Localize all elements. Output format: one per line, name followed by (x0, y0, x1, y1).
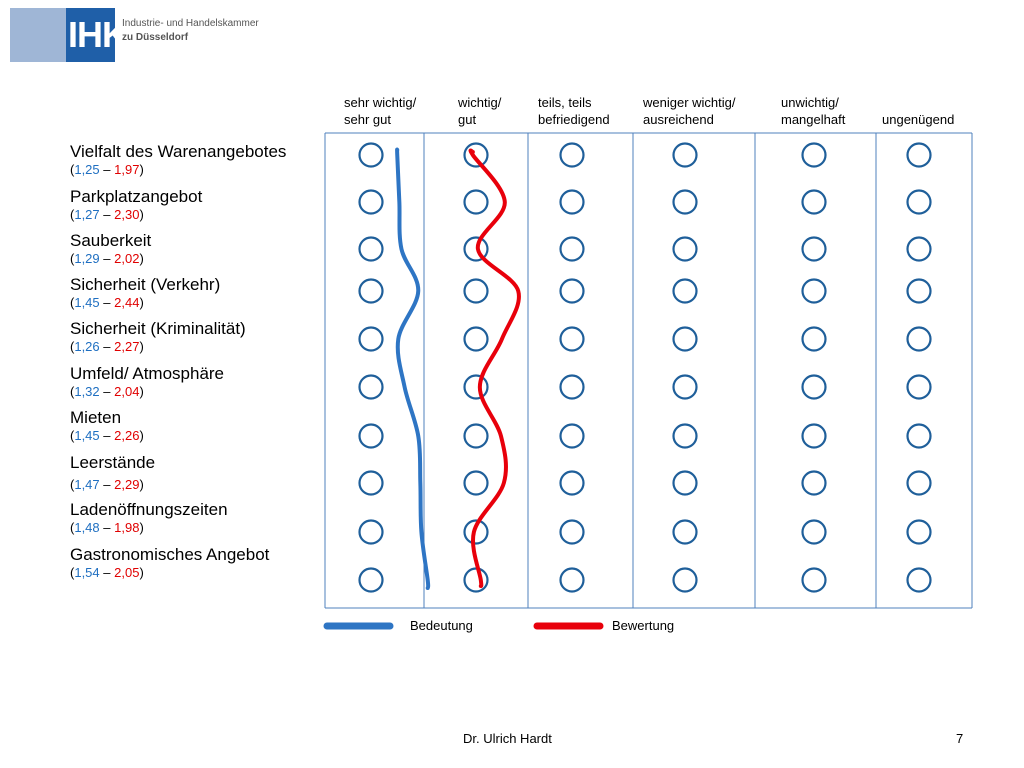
rating-circle (908, 569, 931, 592)
rating-circle (803, 472, 826, 495)
rating-circle (360, 569, 383, 592)
rating-circle (360, 191, 383, 214)
rating-circle (908, 191, 931, 214)
rating-circle (360, 472, 383, 495)
column-header-5: unwichtig/ mangelhaft (781, 95, 846, 127)
rating-circle (465, 376, 488, 399)
criterion-range: (1,45 – 2,44) (70, 295, 144, 310)
rating-circle (674, 280, 697, 303)
range-bedeutung: 1,45 (74, 428, 100, 443)
criterion-name: Mieten (70, 408, 122, 427)
rating-circle (674, 521, 697, 544)
rating-circle (908, 238, 931, 261)
rating-circle (674, 144, 697, 167)
rating-circle (561, 569, 584, 592)
rating-circle (561, 425, 584, 448)
rating-circle (674, 425, 697, 448)
range-bewertung: 2,02 (114, 251, 140, 266)
rating-circle (465, 328, 488, 351)
rating-circle (561, 521, 584, 544)
rating-circle (803, 328, 826, 351)
criterion-range: (1,25 – 1,97) (70, 162, 144, 177)
range-bewertung: 2,30 (114, 207, 140, 222)
rating-circle (803, 280, 826, 303)
rating-circle (561, 144, 584, 167)
range-bewertung: 2,04 (114, 384, 140, 399)
criterion-name: Sicherheit (Kriminalität) (70, 319, 246, 338)
rating-circle (360, 376, 383, 399)
range-bewertung: 1,98 (114, 520, 140, 535)
range-bedeutung: 1,48 (74, 520, 100, 535)
footer-author: Dr. Ulrich Hardt (463, 731, 552, 746)
rating-circle (561, 280, 584, 303)
column-header-1: sehr wichtig/ sehr gut (344, 95, 417, 127)
rating-circle (465, 144, 488, 167)
criterion-range: (1,47 – 2,29) (70, 477, 144, 492)
rating-circle (908, 280, 931, 303)
criterion-name: Gastronomisches Angebot (70, 545, 270, 564)
rating-circle (803, 425, 826, 448)
rating-circle (360, 280, 383, 303)
rating-circle (561, 376, 584, 399)
logo-org-line1: Industrie- und Handelskammer (122, 18, 259, 29)
rating-circle (465, 191, 488, 214)
criterion-name: Sicherheit (Verkehr) (70, 275, 221, 294)
criterion-range: (1,26 – 2,27) (70, 339, 144, 354)
rating-circle (465, 280, 488, 303)
legend-label-bewertung: Bewertung (612, 618, 675, 633)
rating-circle (465, 569, 488, 592)
rating-circle (674, 472, 697, 495)
range-bedeutung: 1,26 (74, 339, 100, 354)
rating-circle (561, 191, 584, 214)
range-bedeutung: 1,47 (74, 477, 100, 492)
criterion-name: Ladenöffnungszeiten (70, 500, 228, 519)
series-line-bewertung (470, 150, 518, 586)
rating-circle (803, 238, 826, 261)
criterion-range: (1,48 – 1,98) (70, 520, 144, 535)
rating-circle (561, 238, 584, 261)
rating-circle (908, 472, 931, 495)
rating-circle (360, 144, 383, 167)
rating-circle (908, 144, 931, 167)
rating-circle (360, 328, 383, 351)
rating-circle (674, 569, 697, 592)
criterion-name: Parkplatzangebot (70, 187, 203, 206)
rating-circle (803, 521, 826, 544)
rating-circle (908, 328, 931, 351)
range-bewertung: 2,29 (114, 477, 140, 492)
page-number: 7 (956, 731, 964, 746)
range-bedeutung: 1,54 (74, 565, 100, 580)
rating-circle (674, 238, 697, 261)
column-header-3: teils, teils befriedigend (538, 95, 610, 127)
range-bewertung: 2,05 (114, 565, 140, 580)
criterion-name: Umfeld/ Atmosphäre (70, 364, 225, 383)
rating-circle (561, 328, 584, 351)
rating-circle (360, 238, 383, 261)
range-bewertung: 2,44 (114, 295, 140, 310)
criterion-name: Leerstände (70, 453, 156, 472)
range-bedeutung: 1,32 (74, 384, 100, 399)
range-bedeutung: 1,27 (74, 207, 100, 222)
rating-circle (908, 376, 931, 399)
range-bewertung: 2,27 (114, 339, 140, 354)
rating-circle (803, 376, 826, 399)
logo-org-line2: zu Düsseldorf (122, 32, 189, 43)
range-bedeutung: 1,25 (74, 162, 100, 177)
rating-circle (908, 521, 931, 544)
rating-circle (674, 376, 697, 399)
rating-circle (561, 472, 584, 495)
criterion-range: (1,45 – 2,26) (70, 428, 144, 443)
rating-circle (803, 191, 826, 214)
range-bedeutung: 1,45 (74, 295, 100, 310)
rating-circle (465, 472, 488, 495)
range-bewertung: 2,26 (114, 428, 140, 443)
criterion-range: (1,27 – 2,30) (70, 207, 144, 222)
criterion-name: Sauberkeit (70, 231, 152, 250)
criterion-range: (1,54 – 2,05) (70, 565, 144, 580)
rating-circle (908, 425, 931, 448)
column-header-2: wichtig/ gut (458, 95, 502, 127)
rating-circle (465, 425, 488, 448)
rating-circle (360, 521, 383, 544)
criterion-range: (1,32 – 2,04) (70, 384, 144, 399)
column-header-6: ungenügend (882, 112, 955, 127)
criterion-range: (1,29 – 2,02) (70, 251, 144, 266)
rating-circle (803, 144, 826, 167)
rating-circle (360, 425, 383, 448)
rating-circle (674, 191, 697, 214)
rating-circle (674, 328, 697, 351)
legend-label-bedeutung: Bedeutung (410, 618, 473, 633)
criterion-name: Vielfalt des Warenangebotes (70, 142, 287, 161)
column-header-4: weniger wichtig/ ausreichend (643, 95, 736, 127)
range-bewertung: 1,97 (114, 162, 140, 177)
rating-circle (803, 569, 826, 592)
range-bedeutung: 1,29 (74, 251, 100, 266)
logo-abbr: IHK (68, 14, 127, 55)
